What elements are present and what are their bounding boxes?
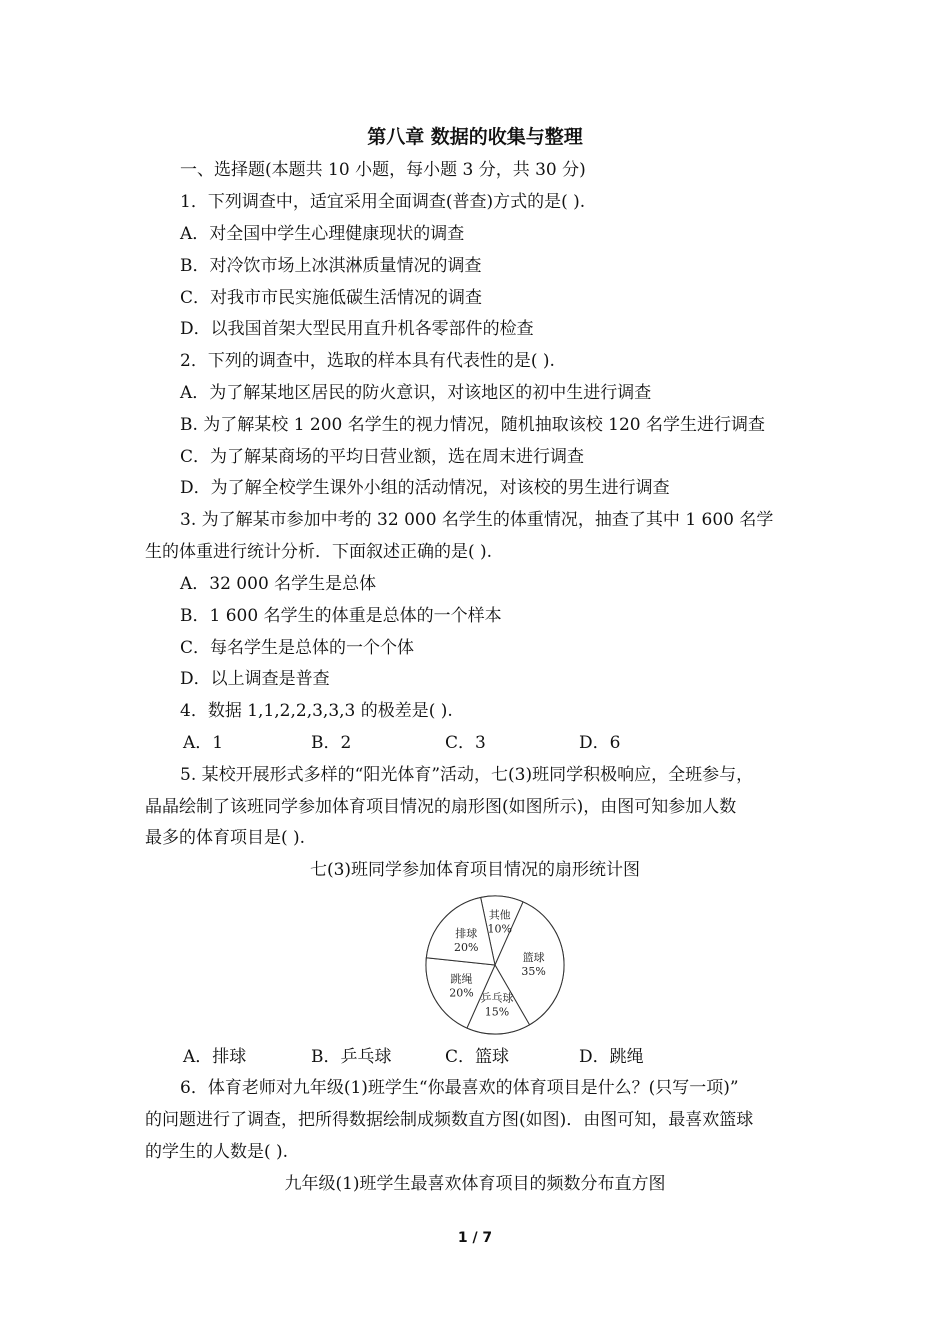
q6-stem-line1: 6．体育老师对九年级(1)班学生“你最喜欢的体育项目是什么？(只写一项)” bbox=[180, 1078, 739, 1098]
section-heading: 一、选择题(本题共 10 小题，每小题 3 分，共 30 分) bbox=[180, 160, 586, 180]
pie-slice-label-0: 10% bbox=[487, 922, 512, 936]
q3-option-b: B．1 600 名学生的体重是总体的一个样本 bbox=[180, 606, 502, 626]
q6-stem-line2: 的问题进行了调查，把所得数据绘制成频数直方图(如图)．由图可知，最喜欢篮球 bbox=[145, 1110, 754, 1130]
q5-stem-line3: 最多的体育项目是( ). bbox=[145, 828, 306, 848]
q3-option-d: D．以上调查是普查 bbox=[180, 669, 330, 689]
q2-stem: 2．下列的调查中，选取的样本具有代表性的是( ). bbox=[180, 351, 555, 371]
q3-stem-line1: 3. 为了解某市参加中考的 32 000 名学生的体重情况，抽查了其中 1 600 名学 bbox=[180, 510, 774, 530]
q5-stem-line1: 5. 某校开展形式多样的“阳光体育”活动，七(3)班同学积极响应，全班参与， bbox=[180, 765, 754, 785]
q1-option-d: D．以我国首架大型民用直升机各零部件的检查 bbox=[180, 319, 534, 339]
q4-stem: 4．数据 1,1,2,2,3,3,3 的极差是( ). bbox=[180, 701, 453, 721]
q4-option-b: B．2 bbox=[311, 733, 352, 753]
pie-slice-name-4: 排球 bbox=[455, 927, 478, 941]
pie-slice-label-2: 15% bbox=[484, 1005, 510, 1019]
q5-option-c: C．篮球 bbox=[445, 1047, 510, 1067]
q3-stem-line2: 生的体重进行统计分析．下面叙述正确的是( ). bbox=[145, 542, 493, 562]
q5-option-d: D．跳绳 bbox=[579, 1047, 644, 1067]
q2-option-b: B. 为了解某校 1 200 名学生的视力情况，随机抽取该校 120 名学生进行调查 bbox=[180, 415, 766, 435]
pie-slice-label-4: 20% bbox=[454, 941, 479, 955]
pie-chart-title: 七(3)班同学参加体育项目情况的扇形统计图 bbox=[309, 860, 641, 880]
q1-option-c: C．对我市市民实施低碳生活情况的调查 bbox=[180, 288, 483, 308]
pie-chart bbox=[420, 890, 570, 1040]
q3-option-a: A．32 000 名学生是总体 bbox=[180, 574, 377, 594]
q2-option-d: D．为了解全校学生课外小组的活动情况，对该校的男生进行调查 bbox=[180, 478, 670, 498]
q2-option-a: A．为了解某地区居民的防火意识，对该地区的初中生进行调查 bbox=[180, 383, 652, 403]
page-title: 第八章 数据的收集与整理 bbox=[367, 126, 583, 148]
histogram-title: 九年级(1)班学生最喜欢体育项目的频数分布直方图 bbox=[284, 1174, 666, 1194]
pie-slice-name-0: 其他 bbox=[488, 908, 511, 922]
pie-slice-name-3: 跳绳 bbox=[450, 972, 473, 986]
q5-option-a: A．排球 bbox=[183, 1047, 247, 1067]
pie-slice-label-1: 35% bbox=[521, 964, 546, 978]
q6-stem-line3: 的学生的人数是( ). bbox=[145, 1142, 289, 1162]
q1-stem: 1．下列调查中，适宜采用全面调查(普查)方式的是( ). bbox=[180, 192, 586, 212]
pie-slice-name-2: 乒乓球 bbox=[480, 991, 514, 1005]
pie-slice-name-1: 篮球 bbox=[522, 950, 545, 964]
q5-stem-line2: 晶晶绘制了该班同学参加体育项目情况的扇形图(如图所示)，由图可知参加人数 bbox=[145, 797, 737, 817]
q5-option-b: B．乒乓球 bbox=[311, 1047, 392, 1067]
pie-slice-label-3: 20% bbox=[449, 986, 474, 1000]
q4-option-c: C．3 bbox=[445, 733, 486, 753]
q2-option-c: C．为了解某商场的平均日营业额，选在周末进行调查 bbox=[180, 447, 585, 467]
page-number: 1 / 7 bbox=[457, 1230, 493, 1246]
q4-option-a: A．1 bbox=[183, 733, 224, 753]
q4-option-d: D．6 bbox=[579, 733, 621, 753]
q1-option-b: B．对冷饮市场上冰淇淋质量情况的调查 bbox=[180, 256, 482, 276]
q3-option-c: C．每名学生是总体的一个个体 bbox=[180, 638, 415, 658]
q1-option-a: A．对全国中学生心理健康现状的调查 bbox=[180, 224, 465, 244]
